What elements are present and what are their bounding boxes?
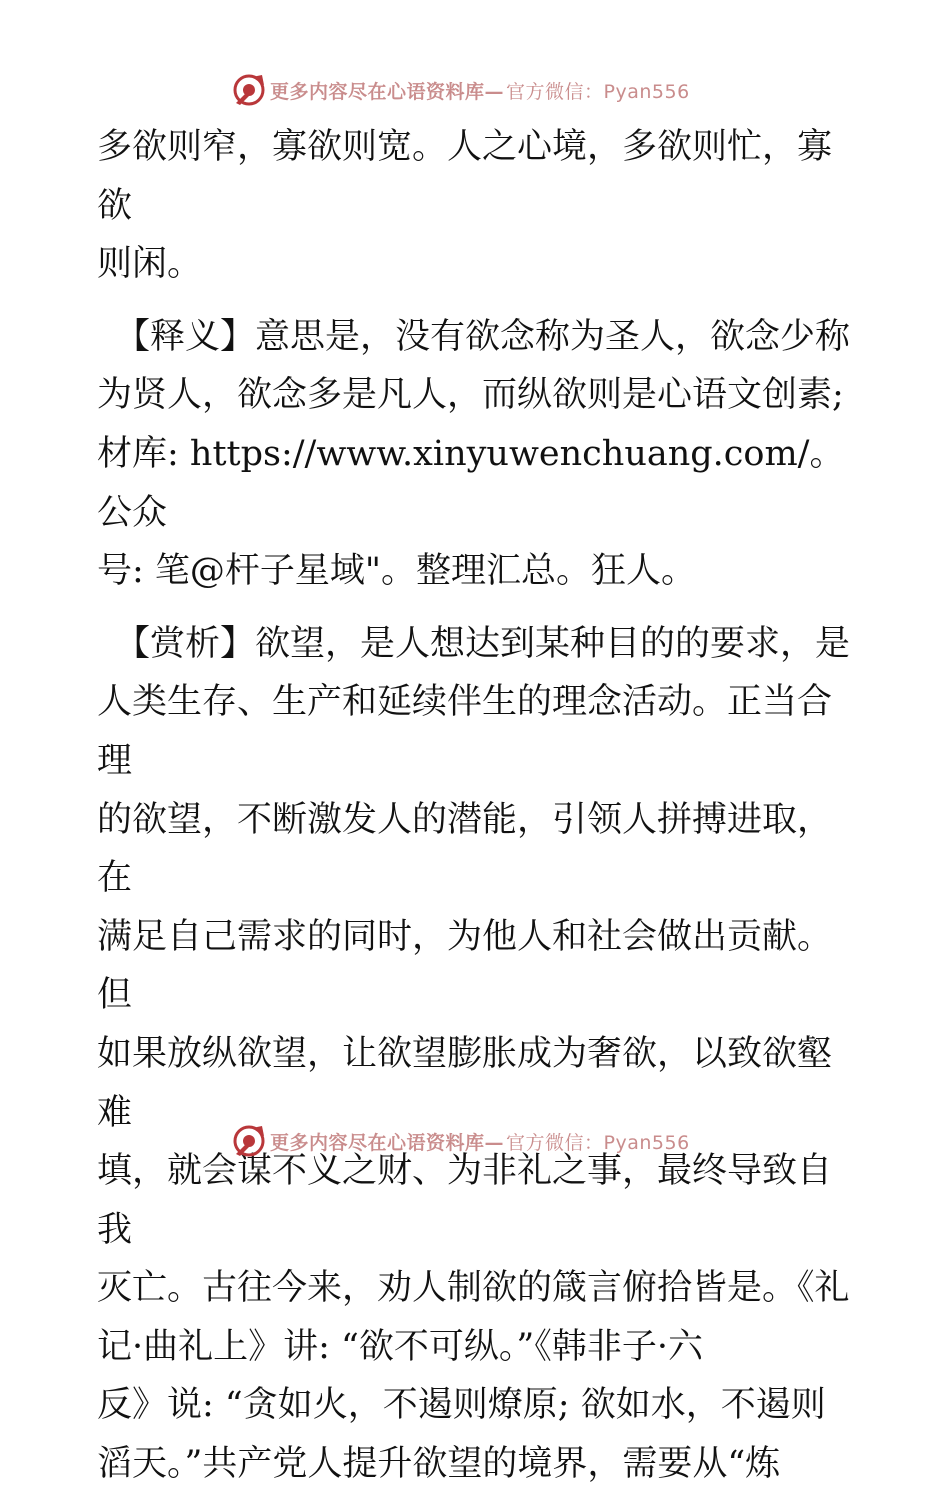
paragraph-shangxi — [97, 615, 857, 1494]
banner-title: 更多内容尽在心语资料库 — [270, 1131, 485, 1154]
text-line: 材库: https://www.xinyuwenchuang.com/。公众 — [97, 433, 845, 533]
banner-wechat-id: Pyan556 — [603, 1131, 690, 1154]
header-banner — [232, 73, 712, 107]
banner-dash: — — [484, 1131, 505, 1154]
text-line: 为贤人，欲念多是凡人，而纵欲则是心语文创素; — [97, 375, 844, 416]
pen-logo-icon — [232, 73, 266, 107]
paragraph-shiyi — [97, 308, 857, 601]
text-line: 则闲。 — [97, 244, 203, 285]
banner-dash: — — [484, 80, 505, 103]
text-line: 满足自己需求的同时，为他人和社会做出贡献。但 — [97, 916, 833, 1016]
text-line: 如果放纵欲望，让欲望膨胀成为奢欲，以致欲壑难 — [97, 1033, 833, 1133]
text-line: 【释义】意思是，没有欲念称为圣人，欲念少称 — [115, 316, 851, 357]
text-line: 灭亡。古往今来，劝人制欲的箴言俯拾皆是。《礼 — [97, 1268, 850, 1309]
text-line: 的欲望，不断激发人的潜能，引领人拼搏进取，在 — [97, 799, 833, 899]
footer-banner — [232, 1124, 712, 1158]
banner-wechat-id: Pyan556 — [603, 80, 690, 103]
text-line: 多欲则窄，寡欲则宽。人之心境，多欲则忙，寡欲 — [97, 127, 833, 226]
text-line: 【赏析】欲望，是人想达到某种目的的要求，是 — [115, 623, 851, 664]
document-body — [97, 118, 857, 1494]
text-line: 滔天。”共产党人提升欲望的境界，需要从“炼 — [97, 1444, 781, 1485]
text-line: 号: 笔@杆子星域"。整理汇总。狂人。 — [97, 551, 697, 592]
text-line: 反》说: “贪如火，不遏则燎原; 欲如水，不遏则 — [97, 1385, 826, 1426]
text-line: 记·曲礼上》讲: “欲不可纵。”《韩非子·六 — [97, 1326, 703, 1367]
banner-wechat-label: 官方微信： — [506, 80, 604, 103]
text-line: 人类生存、生产和延续伴生的理念活动。正当合理 — [97, 682, 833, 781]
banner-title: 更多内容尽在心语资料库 — [270, 80, 485, 103]
text-line: 填，就会谋不义之财、为非礼之事，最终导致自我 — [97, 1151, 833, 1250]
banner-wechat-label: 官方微信： — [506, 1131, 604, 1154]
pen-logo-icon — [232, 1124, 266, 1158]
